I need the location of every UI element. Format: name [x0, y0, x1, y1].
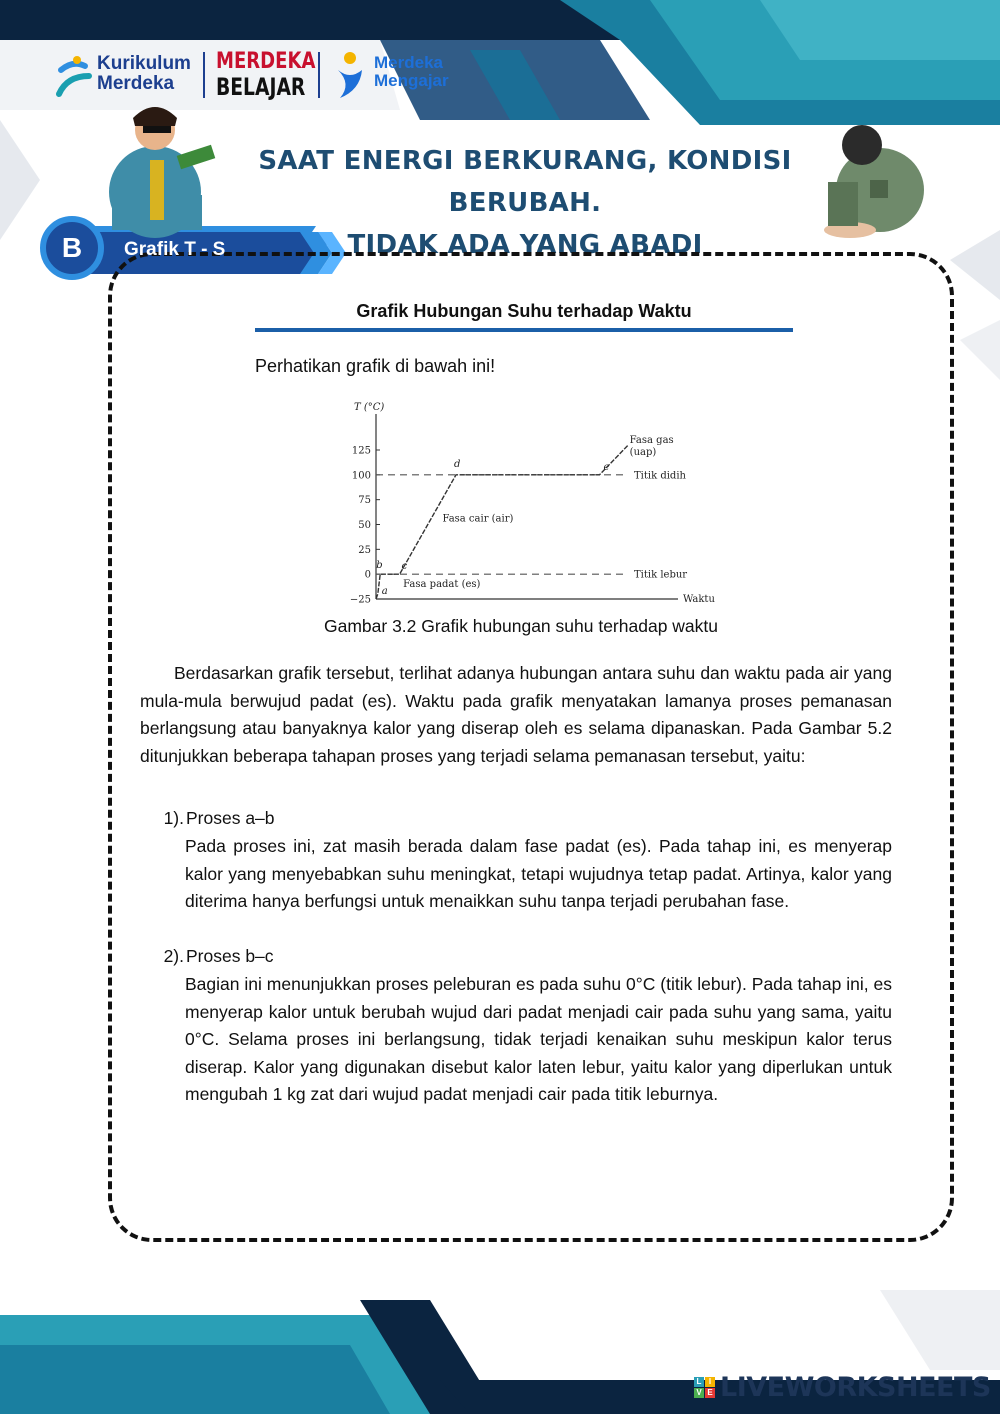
liveworksheets-badge-icon	[694, 1377, 716, 1399]
kurikulum-logo-line1: Kurikulum	[97, 53, 191, 74]
chart-annotation: Fasa cair (air)	[442, 513, 514, 525]
chart-y-tick-label: 0	[364, 569, 371, 581]
chart-y-tick-label: 125	[351, 445, 371, 457]
chart-y-tick-label: 50	[358, 520, 371, 531]
kurikulum-logo-icon	[55, 54, 95, 100]
badge-letter: V	[694, 1388, 704, 1398]
chart-y-tick-label: 25	[358, 544, 371, 556]
content-subtitle: Grafik Hubungan Suhu terhadap Waktu	[356, 301, 692, 321]
chart-annotations	[403, 435, 674, 590]
list-item-body: Bagian ini menunjukkan proses peleburan es pada suhu 0°C (titik lebur). Pada tahap ini, es menyerap kalor untuk berubah wujud dari padat menjadi cair pada suhu yang sama, yaitu 0°C. Selama proses ini berlangsung, tidak terjadi kenaikan suhu meskipun kalor terus diserap. Kalor yang digunakan disebut kalor laten lebur, yaitu kalor yang diperlukan untuk mengubah 1 kg zat dari wujud padat menjadi cair pada titik leburnya.	[185, 974, 892, 1105]
chart-point-label: c	[401, 561, 408, 573]
chart-point-label: e	[603, 461, 610, 473]
section-label: Grafik T - S	[124, 239, 226, 260]
chart-point-label: d	[454, 458, 461, 470]
page-title-line1: SAAT ENERGI BERKURANG, KONDISI BERUBAH.	[258, 146, 792, 218]
intro-paragraph: Berdasarkan grafik tersebut, terlihat adanya hubungan antara suhu dan waktu pada air yang mula-mula berwujud padat (es). Waktu pada grafik menyatakan lamanya proses pemanasan berlangsung atau banyaknya kalor yang diserap oleh es selama dipanaskan. Pada Gambar 5.2 ditunjukkan beberapa tahapan proses yang terjadi selama pemanasan tersebut, yaitu:	[140, 663, 892, 766]
mengajar-logo-line2: Mengajar	[374, 71, 449, 90]
chart-annotation: (uap)	[629, 446, 657, 458]
chart-reference-label: Titik didih	[634, 470, 686, 482]
chart-reference-lines	[376, 470, 687, 580]
chart-annotation: Fasa gas	[629, 435, 674, 447]
list-item-number: 2).	[163, 946, 184, 966]
chart-annotation: Fasa padat (es)	[403, 579, 481, 591]
list-item-body: Pada proses ini, zat masih berada dalam fase padat (es). Pada tahap ini, es menyerap kalor yang menyebabkan suhu meningkat, tetapi wujudnya tetap padat. Artinya, kalor yang diterima hanya berfungsi untuk menaikkan suhu tanpa terjadi perubahan fase.	[185, 836, 892, 912]
liveworksheets-brand: LIVEWORKSHEETS	[720, 1372, 991, 1403]
logo-divider	[203, 52, 205, 98]
chart-point-label: b	[376, 560, 383, 572]
temperature-time-chart	[340, 398, 720, 608]
list-item-heading	[160, 946, 274, 967]
kurikulum-logo-line2: Merdeka	[97, 73, 175, 94]
badge-letter: I	[705, 1377, 715, 1387]
list-item-title: Proses b–c	[186, 946, 274, 966]
instruction-text: Perhatikan grafik di bawah ini!	[255, 356, 496, 376]
chart-y-tick-label: 75	[358, 495, 371, 507]
merdeka-mengajar-icon	[330, 50, 370, 100]
merdeka-logo-line1: MERDEKA	[216, 49, 316, 74]
badge-letter: E	[705, 1388, 715, 1398]
list-item-title: Proses a–b	[186, 808, 275, 828]
belajar-logo-line2: BELAJAR	[216, 73, 306, 101]
section-badge: B	[40, 216, 104, 280]
chart-ylabel: T (°C)	[354, 402, 385, 413]
logo-divider	[318, 52, 320, 98]
chart-point-label: a	[381, 586, 388, 598]
chart-point-labels	[376, 459, 609, 597]
list-item-heading	[160, 808, 275, 829]
badge-letter: L	[694, 1377, 704, 1387]
subtitle-underline	[255, 328, 793, 332]
figure-caption: Gambar 3.2 Grafik hubungan suhu terhadap waktu	[324, 616, 718, 636]
chart-y-tick-label: −25	[349, 594, 371, 606]
mengajar-logo-line1: Merdeka	[374, 53, 443, 72]
chart-reference-label: Titik lebur	[634, 569, 688, 581]
page-title	[180, 140, 870, 266]
chart-y-tick-label: 100	[351, 470, 371, 482]
page-title-line2: TIDAK ADA YANG ABADI	[347, 230, 703, 260]
list-item-number: 1).	[163, 808, 184, 828]
chart-xlabel: Waktu	[683, 594, 715, 605]
